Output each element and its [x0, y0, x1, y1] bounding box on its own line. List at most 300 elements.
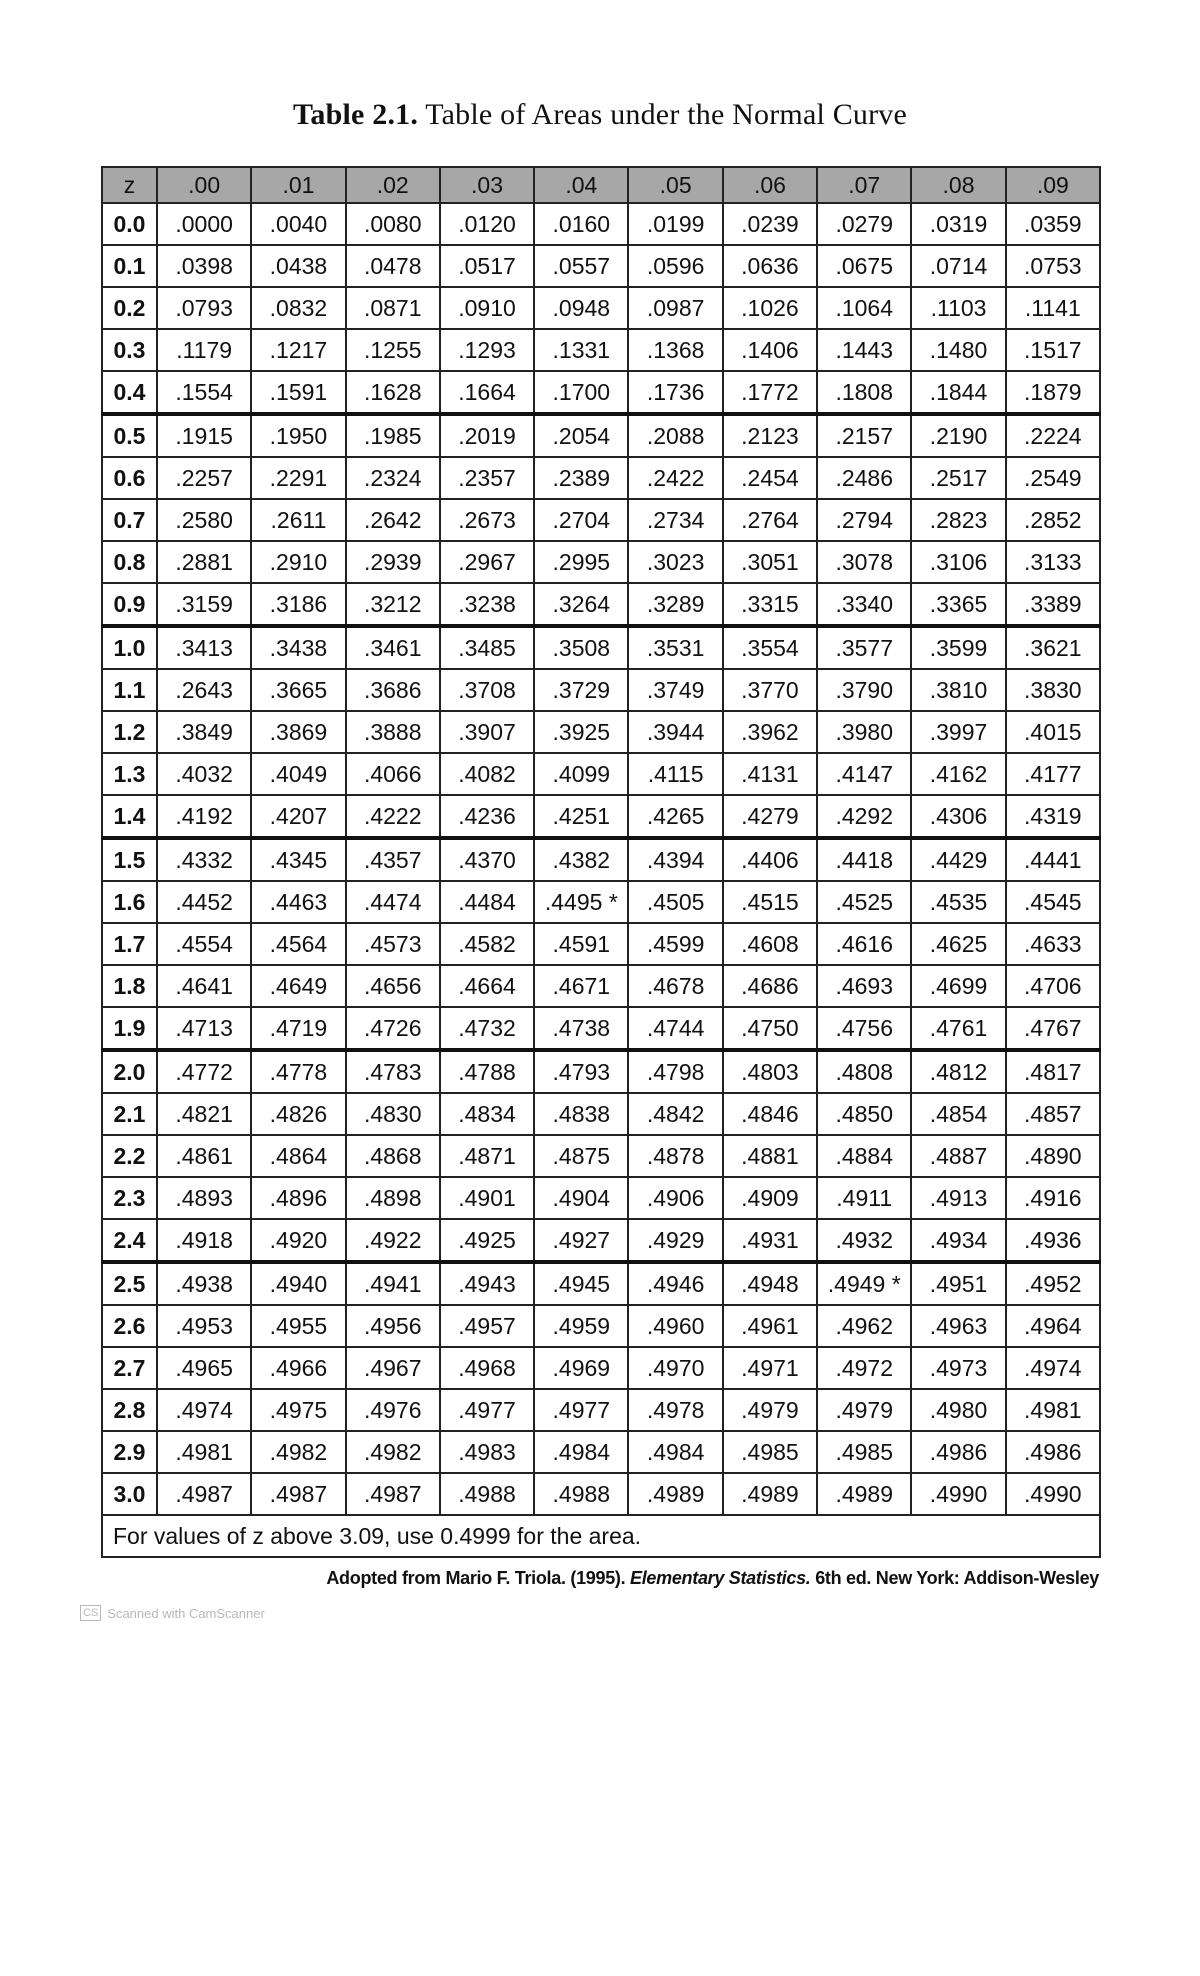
area-cell: .4941 — [346, 1262, 440, 1305]
area-cell: .4986 — [1006, 1431, 1100, 1473]
area-cell: .3599 — [911, 626, 1005, 669]
area-cell: .4793 — [534, 1050, 628, 1093]
area-cell: .4990 — [1006, 1473, 1100, 1515]
area-cell: .3925 — [534, 711, 628, 753]
header-col: .03 — [440, 167, 534, 203]
normal-curve-table-container — [101, 166, 1101, 1589]
area-cell: .4345 — [251, 838, 345, 881]
area-cell: .3508 — [534, 626, 628, 669]
area-cell: .4803 — [723, 1050, 817, 1093]
table-row — [102, 414, 1100, 457]
area-cell: .4015 — [1006, 711, 1100, 753]
table-row — [102, 838, 1100, 881]
z-value-cell: 1.1 — [102, 669, 157, 711]
area-cell: .2673 — [440, 499, 534, 541]
area-cell: .4967 — [346, 1347, 440, 1389]
area-cell: .1700 — [534, 371, 628, 414]
area-cell: .2939 — [346, 541, 440, 583]
area-cell: .0987 — [628, 287, 722, 329]
area-cell: .4864 — [251, 1135, 345, 1177]
area-cell: .4625 — [911, 923, 1005, 965]
z-value-cell: 2.2 — [102, 1135, 157, 1177]
area-cell: .4970 — [628, 1347, 722, 1389]
area-cell: .4292 — [817, 795, 911, 838]
area-cell: .4985 — [817, 1431, 911, 1473]
area-cell: .4945 — [534, 1262, 628, 1305]
area-cell: .3554 — [723, 626, 817, 669]
area-cell: .1736 — [628, 371, 722, 414]
z-value-cell: 1.0 — [102, 626, 157, 669]
area-cell: .4909 — [723, 1177, 817, 1219]
area-cell: .3365 — [911, 583, 1005, 626]
area-cell: .4463 — [251, 881, 345, 923]
area-cell: .4890 — [1006, 1135, 1100, 1177]
table-row — [102, 499, 1100, 541]
area-cell: .4898 — [346, 1177, 440, 1219]
area-cell: .4981 — [1006, 1389, 1100, 1431]
area-cell: .4920 — [251, 1219, 345, 1262]
area-cell: .4982 — [251, 1431, 345, 1473]
area-cell: .0675 — [817, 245, 911, 287]
area-cell: .0832 — [251, 287, 345, 329]
source-prefix: Adopted from Mario F. Triola. (1995). — [326, 1568, 626, 1588]
area-cell: .4656 — [346, 965, 440, 1007]
area-cell: .4957 — [440, 1305, 534, 1347]
area-cell: .3907 — [440, 711, 534, 753]
area-cell: .0438 — [251, 245, 345, 287]
area-cell: .4968 — [440, 1347, 534, 1389]
area-cell: .4906 — [628, 1177, 722, 1219]
area-cell: .1844 — [911, 371, 1005, 414]
area-cell: .2580 — [157, 499, 251, 541]
area-cell: .4936 — [1006, 1219, 1100, 1262]
area-cell: .4761 — [911, 1007, 1005, 1050]
area-cell: .4554 — [157, 923, 251, 965]
z-value-cell: 0.8 — [102, 541, 157, 583]
area-cell: .4641 — [157, 965, 251, 1007]
table-row — [102, 881, 1100, 923]
area-cell: .2422 — [628, 457, 722, 499]
table-row — [102, 541, 1100, 583]
area-cell: .2794 — [817, 499, 911, 541]
area-cell: .4973 — [911, 1347, 1005, 1389]
area-cell: .4986 — [911, 1431, 1005, 1473]
area-cell: .4821 — [157, 1093, 251, 1135]
area-cell: .1879 — [1006, 371, 1100, 414]
table-row — [102, 1389, 1100, 1431]
area-cell: .4854 — [911, 1093, 1005, 1135]
area-cell: .4949 * — [817, 1262, 911, 1305]
area-cell: .4922 — [346, 1219, 440, 1262]
area-cell: .1217 — [251, 329, 345, 371]
area-cell: .2642 — [346, 499, 440, 541]
area-cell: .4719 — [251, 1007, 345, 1050]
area-cell: .4222 — [346, 795, 440, 838]
area-cell: .4987 — [157, 1473, 251, 1515]
area-cell: .4984 — [534, 1431, 628, 1473]
area-cell: .4678 — [628, 965, 722, 1007]
z-value-cell: 1.4 — [102, 795, 157, 838]
table-row — [102, 1007, 1100, 1050]
area-cell: .3238 — [440, 583, 534, 626]
area-cell: .4177 — [1006, 753, 1100, 795]
area-cell: .4515 — [723, 881, 817, 923]
area-cell: .4929 — [628, 1219, 722, 1262]
area-cell: .4943 — [440, 1262, 534, 1305]
area-cell: .4484 — [440, 881, 534, 923]
z-value-cell: 2.8 — [102, 1389, 157, 1431]
area-cell: .2881 — [157, 541, 251, 583]
area-cell: .1331 — [534, 329, 628, 371]
area-cell: .3577 — [817, 626, 911, 669]
area-cell: .3749 — [628, 669, 722, 711]
area-cell: .4980 — [911, 1389, 1005, 1431]
header-col: .00 — [157, 167, 251, 203]
area-cell: .4418 — [817, 838, 911, 881]
area-cell: .4382 — [534, 838, 628, 881]
area-cell: .4838 — [534, 1093, 628, 1135]
table-title-text: Table of Areas under the Normal Curve — [425, 98, 908, 131]
area-cell: .4857 — [1006, 1093, 1100, 1135]
area-cell: .3790 — [817, 669, 911, 711]
area-cell: .4982 — [346, 1431, 440, 1473]
area-cell: .2852 — [1006, 499, 1100, 541]
area-cell: .3980 — [817, 711, 911, 753]
area-cell: .4979 — [817, 1389, 911, 1431]
z-value-cell: 2.7 — [102, 1347, 157, 1389]
area-cell: .4306 — [911, 795, 1005, 838]
area-cell: .3461 — [346, 626, 440, 669]
table-row — [102, 371, 1100, 414]
area-cell: .3212 — [346, 583, 440, 626]
area-cell: .3315 — [723, 583, 817, 626]
area-cell: .1443 — [817, 329, 911, 371]
area-cell: .2291 — [251, 457, 345, 499]
area-cell: .1915 — [157, 414, 251, 457]
area-cell: .3413 — [157, 626, 251, 669]
z-value-cell: 0.4 — [102, 371, 157, 414]
area-cell: .0714 — [911, 245, 1005, 287]
area-cell: .4616 — [817, 923, 911, 965]
area-cell: .4969 — [534, 1347, 628, 1389]
area-cell: .2517 — [911, 457, 1005, 499]
area-cell: .4974 — [1006, 1347, 1100, 1389]
area-cell: .4732 — [440, 1007, 534, 1050]
z-value-cell: 2.1 — [102, 1093, 157, 1135]
area-cell: .4599 — [628, 923, 722, 965]
area-cell: .3159 — [157, 583, 251, 626]
area-cell: .3485 — [440, 626, 534, 669]
area-cell: .4850 — [817, 1093, 911, 1135]
area-cell: .4981 — [157, 1431, 251, 1473]
area-cell: .4975 — [251, 1389, 345, 1431]
area-cell: .4608 — [723, 923, 817, 965]
area-cell: .2704 — [534, 499, 628, 541]
table-row — [102, 626, 1100, 669]
area-cell: .2357 — [440, 457, 534, 499]
area-cell: .4099 — [534, 753, 628, 795]
z-value-cell: 0.7 — [102, 499, 157, 541]
area-cell: .4082 — [440, 753, 534, 795]
header-col: .06 — [723, 167, 817, 203]
watermark-text: Scanned with CamScanner — [107, 1605, 265, 1621]
area-cell: .1950 — [251, 414, 345, 457]
area-cell: .1628 — [346, 371, 440, 414]
area-cell: .4830 — [346, 1093, 440, 1135]
area-cell: .4767 — [1006, 1007, 1100, 1050]
z-value-cell: 2.0 — [102, 1050, 157, 1093]
area-cell: .4938 — [157, 1262, 251, 1305]
area-cell: .4750 — [723, 1007, 817, 1050]
area-cell: .4911 — [817, 1177, 911, 1219]
area-cell: .4591 — [534, 923, 628, 965]
area-cell: .4878 — [628, 1135, 722, 1177]
area-cell: .4918 — [157, 1219, 251, 1262]
area-cell: .4147 — [817, 753, 911, 795]
area-cell: .1554 — [157, 371, 251, 414]
area-cell: .1480 — [911, 329, 1005, 371]
table-body — [102, 203, 1100, 1515]
area-cell: .4738 — [534, 1007, 628, 1050]
area-cell: .2157 — [817, 414, 911, 457]
area-cell: .3810 — [911, 669, 1005, 711]
area-cell: .4881 — [723, 1135, 817, 1177]
z-value-cell: 2.3 — [102, 1177, 157, 1219]
z-value-cell: 3.0 — [102, 1473, 157, 1515]
area-cell: .4664 — [440, 965, 534, 1007]
area-cell: .2088 — [628, 414, 722, 457]
area-cell: .4441 — [1006, 838, 1100, 881]
area-cell: .4925 — [440, 1219, 534, 1262]
area-cell: .4192 — [157, 795, 251, 838]
area-cell: .1406 — [723, 329, 817, 371]
page-title — [0, 98, 1200, 132]
area-cell: .0120 — [440, 203, 534, 245]
table-row — [102, 669, 1100, 711]
area-cell: .2486 — [817, 457, 911, 499]
table-row — [102, 923, 1100, 965]
area-cell: .2643 — [157, 669, 251, 711]
area-cell: .4798 — [628, 1050, 722, 1093]
area-cell: .4961 — [723, 1305, 817, 1347]
area-cell: .2454 — [723, 457, 817, 499]
area-cell: .4971 — [723, 1347, 817, 1389]
table-row — [102, 1305, 1100, 1347]
area-cell: .4783 — [346, 1050, 440, 1093]
area-cell: .4207 — [251, 795, 345, 838]
z-value-cell: 0.2 — [102, 287, 157, 329]
table-row — [102, 1093, 1100, 1135]
area-cell: .4953 — [157, 1305, 251, 1347]
table-row — [102, 795, 1100, 838]
area-cell: .3849 — [157, 711, 251, 753]
area-cell: .4265 — [628, 795, 722, 838]
z-value-cell: 0.5 — [102, 414, 157, 457]
area-cell: .4357 — [346, 838, 440, 881]
area-cell: .4931 — [723, 1219, 817, 1262]
area-cell: .3888 — [346, 711, 440, 753]
area-cell: .4989 — [817, 1473, 911, 1515]
area-cell: .0557 — [534, 245, 628, 287]
area-cell: .2910 — [251, 541, 345, 583]
area-cell: .0948 — [534, 287, 628, 329]
z-value-cell: 1.5 — [102, 838, 157, 881]
area-cell: .0910 — [440, 287, 534, 329]
area-cell: .3997 — [911, 711, 1005, 753]
area-cell: .2257 — [157, 457, 251, 499]
area-cell: .4916 — [1006, 1177, 1100, 1219]
area-cell: .3708 — [440, 669, 534, 711]
z-value-cell: 2.9 — [102, 1431, 157, 1473]
area-cell: .1772 — [723, 371, 817, 414]
z-value-cell: 1.2 — [102, 711, 157, 753]
area-cell: .0753 — [1006, 245, 1100, 287]
header-col: .09 — [1006, 167, 1100, 203]
area-cell: .4573 — [346, 923, 440, 965]
area-cell: .4956 — [346, 1305, 440, 1347]
header-col: .05 — [628, 167, 722, 203]
area-cell: .4279 — [723, 795, 817, 838]
area-cell: .4990 — [911, 1473, 1005, 1515]
area-cell: .4987 — [346, 1473, 440, 1515]
area-cell: .4394 — [628, 838, 722, 881]
area-cell: .4808 — [817, 1050, 911, 1093]
table-row — [102, 965, 1100, 1007]
area-cell: .3686 — [346, 669, 440, 711]
area-cell: .1293 — [440, 329, 534, 371]
area-cell: .0319 — [911, 203, 1005, 245]
table-header-row — [102, 167, 1100, 203]
area-cell: .2019 — [440, 414, 534, 457]
table-row — [102, 1219, 1100, 1262]
area-cell: .4726 — [346, 1007, 440, 1050]
area-cell: .4332 — [157, 838, 251, 881]
z-value-cell: 2.6 — [102, 1305, 157, 1347]
area-cell: .4934 — [911, 1219, 1005, 1262]
header-col: .02 — [346, 167, 440, 203]
header-col: .01 — [251, 167, 345, 203]
area-cell: .4988 — [534, 1473, 628, 1515]
area-cell: .4474 — [346, 881, 440, 923]
area-cell: .3531 — [628, 626, 722, 669]
area-cell: .3621 — [1006, 626, 1100, 669]
area-cell: .4987 — [251, 1473, 345, 1515]
z-value-cell: 0.9 — [102, 583, 157, 626]
area-cell: .1141 — [1006, 287, 1100, 329]
area-cell: .4984 — [628, 1431, 722, 1473]
area-cell: .4988 — [440, 1473, 534, 1515]
area-cell: .3944 — [628, 711, 722, 753]
camscanner-logo-icon: CS — [80, 1605, 101, 1621]
z-value-cell: 1.9 — [102, 1007, 157, 1050]
area-cell: .4032 — [157, 753, 251, 795]
area-cell: .4989 — [723, 1473, 817, 1515]
area-cell: .2224 — [1006, 414, 1100, 457]
area-cell: .4989 — [628, 1473, 722, 1515]
z-value-cell: 2.5 — [102, 1262, 157, 1305]
area-cell: .3770 — [723, 669, 817, 711]
area-cell: .4495 * — [534, 881, 628, 923]
area-cell: .0000 — [157, 203, 251, 245]
area-cell: .1064 — [817, 287, 911, 329]
footnote: For values of z above 3.09, use 0.4999 for the area. — [101, 1516, 1101, 1558]
area-cell: .4875 — [534, 1135, 628, 1177]
area-cell: .4940 — [251, 1262, 345, 1305]
area-cell: .1255 — [346, 329, 440, 371]
table-row — [102, 457, 1100, 499]
area-cell: .3665 — [251, 669, 345, 711]
table-row — [102, 1050, 1100, 1093]
area-cell: .4896 — [251, 1177, 345, 1219]
z-value-cell: 1.3 — [102, 753, 157, 795]
area-cell: .4686 — [723, 965, 817, 1007]
area-cell: .4977 — [534, 1389, 628, 1431]
area-cell: .4887 — [911, 1135, 1005, 1177]
area-cell: .0239 — [723, 203, 817, 245]
area-cell: .3133 — [1006, 541, 1100, 583]
area-cell: .3340 — [817, 583, 911, 626]
area-cell: .4429 — [911, 838, 1005, 881]
area-cell: .3264 — [534, 583, 628, 626]
header-z: z — [102, 167, 157, 203]
table-row — [102, 1177, 1100, 1219]
area-cell: .4066 — [346, 753, 440, 795]
area-cell: .4976 — [346, 1389, 440, 1431]
area-cell: .2324 — [346, 457, 440, 499]
area-cell: .4699 — [911, 965, 1005, 1007]
area-cell: .4251 — [534, 795, 628, 838]
area-cell: .4893 — [157, 1177, 251, 1219]
area-cell: .4846 — [723, 1093, 817, 1135]
area-cell: .4959 — [534, 1305, 628, 1347]
area-cell: .2190 — [911, 414, 1005, 457]
area-cell: .0359 — [1006, 203, 1100, 245]
area-cell: .4913 — [911, 1177, 1005, 1219]
area-cell: .4983 — [440, 1431, 534, 1473]
area-cell: .0199 — [628, 203, 722, 245]
area-cell: .4772 — [157, 1050, 251, 1093]
area-cell: .4706 — [1006, 965, 1100, 1007]
table-row — [102, 711, 1100, 753]
table-row — [102, 753, 1100, 795]
z-value-cell: 1.8 — [102, 965, 157, 1007]
area-cell: .4972 — [817, 1347, 911, 1389]
area-cell: .4744 — [628, 1007, 722, 1050]
area-cell: .4582 — [440, 923, 534, 965]
area-cell: .4564 — [251, 923, 345, 965]
area-cell: .4948 — [723, 1262, 817, 1305]
area-cell: .4977 — [440, 1389, 534, 1431]
area-cell: .0398 — [157, 245, 251, 287]
area-cell: .4671 — [534, 965, 628, 1007]
area-cell: .1179 — [157, 329, 251, 371]
area-cell: .3051 — [723, 541, 817, 583]
area-cell: .4162 — [911, 753, 1005, 795]
area-cell: .1026 — [723, 287, 817, 329]
area-cell: .4904 — [534, 1177, 628, 1219]
area-cell: .2823 — [911, 499, 1005, 541]
area-cell: .4964 — [1006, 1305, 1100, 1347]
z-value-cell: 0.3 — [102, 329, 157, 371]
area-cell: .0517 — [440, 245, 534, 287]
z-value-cell: 0.1 — [102, 245, 157, 287]
area-cell: .3962 — [723, 711, 817, 753]
z-value-cell: 2.4 — [102, 1219, 157, 1262]
area-cell: .4649 — [251, 965, 345, 1007]
area-cell: .4713 — [157, 1007, 251, 1050]
z-value-cell: 1.7 — [102, 923, 157, 965]
source-book-title: Elementary Statistics. — [630, 1568, 811, 1588]
